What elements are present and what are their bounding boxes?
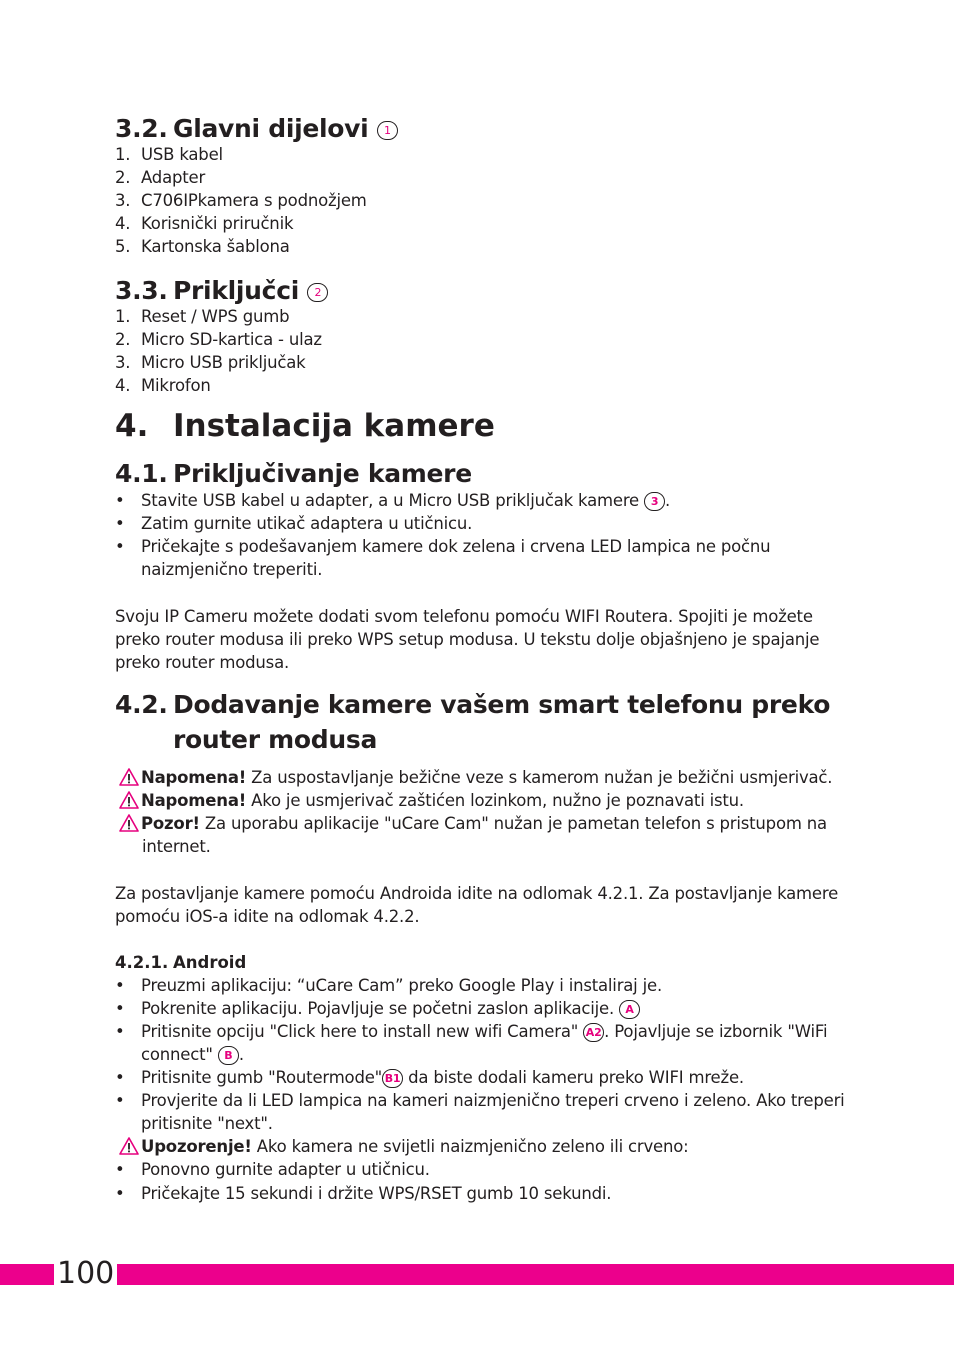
- list-number: 5.: [115, 237, 131, 256]
- list-text: Kartonska šablona: [141, 237, 290, 256]
- list-text: Adapter: [141, 168, 206, 187]
- warning-line: [119, 1135, 689, 1158]
- bullet: •: [115, 1091, 125, 1110]
- section-title: Priključivanje kamere: [173, 459, 472, 488]
- warning-icon: [119, 789, 141, 812]
- section-number: 4.1.: [115, 459, 168, 488]
- section-heading-4-1: [115, 457, 472, 491]
- list-number: 4.: [115, 214, 131, 233]
- warning-icon: [119, 812, 141, 835]
- bullet-text: [141, 489, 670, 512]
- bullet-text: [141, 1020, 827, 1043]
- circled-marker-icon: 1: [377, 121, 398, 140]
- section-title: Glavni dijelovi: [173, 114, 369, 143]
- section-title: Instalacija kamere: [173, 408, 495, 444]
- bullet-text: Pričekajte 15 sekundi i držite WPS/RSET gumb 10 sekundi.: [141, 1184, 612, 1203]
- bullet-text: Zatim gurnite utikač adaptera u utičnicu.: [141, 514, 473, 533]
- note-line: [119, 812, 827, 835]
- list-text: C706IPkamera s podnožjem: [141, 191, 367, 210]
- bullet-text: Provjerite da li LED lampica na kameri naizmjenično treperi crveno i zeleno. Ako treperi: [141, 1091, 845, 1110]
- text: .: [665, 491, 671, 510]
- bullet-text: [141, 1043, 244, 1066]
- section-title: Priključci: [173, 276, 299, 305]
- list-number: 4.: [115, 376, 131, 395]
- bullet: •: [115, 1022, 125, 1041]
- note-label: Napomena!: [141, 791, 247, 810]
- text: .: [238, 1045, 244, 1064]
- note-line: [119, 766, 832, 789]
- paragraph-line: Svoju IP Cameru možete dodati svom telefonu pomoću WIFI Routera. Spojiti je možete: [115, 607, 813, 626]
- section-title-continuation: router modusa: [173, 725, 378, 754]
- bullet: •: [115, 491, 125, 510]
- bullet: •: [115, 999, 125, 1018]
- note-line: [119, 789, 744, 812]
- bullet: •: [115, 537, 125, 556]
- bullet: •: [115, 1068, 125, 1087]
- text: da biste dodali kameru preko WIFI mreže.: [403, 1068, 744, 1087]
- list-text: Mikrofon: [141, 376, 211, 395]
- section-number: 4.2.1.: [115, 953, 169, 972]
- section-number: 3.3.: [115, 276, 168, 305]
- note-text: Za uspostavljanje bežične veze s kamerom nužan je bežični usmjerivač.: [246, 768, 833, 787]
- paragraph-line: Za postavljanje kamere pomoću Androida idite na odlomak 4.2.1. Za postavljanje kamere: [115, 884, 839, 903]
- bullet: •: [115, 1184, 125, 1203]
- bullet: •: [115, 1160, 125, 1179]
- note-text-continuation: internet.: [142, 837, 211, 856]
- circled-marker-icon: A2: [583, 1023, 604, 1042]
- section-heading-3-3: [115, 274, 328, 308]
- list-number: 3.: [115, 353, 131, 372]
- list-number: 2.: [115, 168, 131, 187]
- note-text: Za uporabu aplikacije "uCare Cam" nužan je pametan telefon s pristupom na: [199, 814, 827, 833]
- text: connect": [141, 1045, 213, 1064]
- bullet-text: [141, 1066, 744, 1089]
- circled-marker-icon: 3: [644, 492, 665, 511]
- warning-icon: [119, 1135, 141, 1158]
- text: Stavite USB kabel u adapter, a u Micro USB priključak kamere: [141, 491, 639, 510]
- bullet-text: pritisnite "next".: [141, 1114, 273, 1133]
- paragraph-line: preko router modusa.: [115, 653, 290, 672]
- warning-label: Upozorenje!: [141, 1137, 252, 1156]
- list-number: 2.: [115, 330, 131, 349]
- text: . Pojavljuje se izbornik "WiFi: [604, 1022, 828, 1041]
- chapter-heading-4: [115, 406, 495, 446]
- bullet-text: Pričekajte s podešavanjem kamere dok zelena i crvena LED lampica ne počnu: [141, 537, 771, 556]
- bullet: •: [115, 514, 125, 533]
- note-label: Napomena!: [141, 768, 247, 787]
- section-title: Dodavanje kamere vašem smart telefonu preko: [173, 690, 831, 719]
- section-number: 4.: [115, 408, 149, 444]
- list-text: Micro SD-kartica - ulaz: [141, 330, 322, 349]
- section-heading-4-2: [115, 688, 830, 722]
- note-label: Pozor!: [141, 814, 200, 833]
- text: Pritisnite gumb "Routermode": [141, 1068, 383, 1087]
- bullet-text: naizmjenično treperiti.: [141, 560, 323, 579]
- note-text: Ako je usmjerivač zaštićen lozinkom, nužno je poznavati istu.: [246, 791, 744, 810]
- page-number: 100: [54, 1256, 117, 1292]
- list-text: Micro USB priključak: [141, 353, 306, 372]
- list-text: USB kabel: [141, 145, 223, 164]
- list-text: Korisnički priručnik: [141, 214, 294, 233]
- list-text: Reset / WPS gumb: [141, 307, 290, 326]
- section-number: 4.2.: [115, 690, 168, 719]
- bullet: •: [115, 976, 125, 995]
- circled-marker-icon: A: [619, 1000, 640, 1019]
- list-number: 3.: [115, 191, 131, 210]
- section-number: 3.2.: [115, 114, 168, 143]
- bullet-text: Ponovno gurnite adapter u utičnicu.: [141, 1160, 430, 1179]
- text: Pokrenite aplikaciju. Pojavljuje se početni zaslon aplikacije.: [141, 999, 614, 1018]
- section-heading-4-2-1: [115, 951, 246, 974]
- warning-icon: [119, 766, 141, 789]
- circled-marker-icon: B: [218, 1046, 239, 1065]
- footer-bar: [0, 1264, 954, 1285]
- list-number: 1.: [115, 145, 131, 164]
- circled-marker-icon: B1: [382, 1069, 403, 1088]
- paragraph-line: preko router modusa ili preko WPS setup modusa. U tekstu dolje objašnjeno je spajanje: [115, 630, 820, 649]
- section-title: Android: [173, 953, 247, 972]
- bullet-text: [141, 997, 640, 1020]
- section-heading-3-2: [115, 112, 398, 146]
- bullet-text: Preuzmi aplikaciju: “uCare Cam” preko Google Play i instaliraj je.: [141, 976, 662, 995]
- warning-text: Ako kamera ne svijetli naizmjenično zeleno ili crveno:: [251, 1137, 689, 1156]
- circled-marker-icon: 2: [307, 283, 328, 302]
- paragraph-line: pomoću iOS-a idite na odlomak 4.2.2.: [115, 907, 420, 926]
- list-number: 1.: [115, 307, 131, 326]
- text: Pritisnite opciju "Click here to install new wifi Camera": [141, 1022, 579, 1041]
